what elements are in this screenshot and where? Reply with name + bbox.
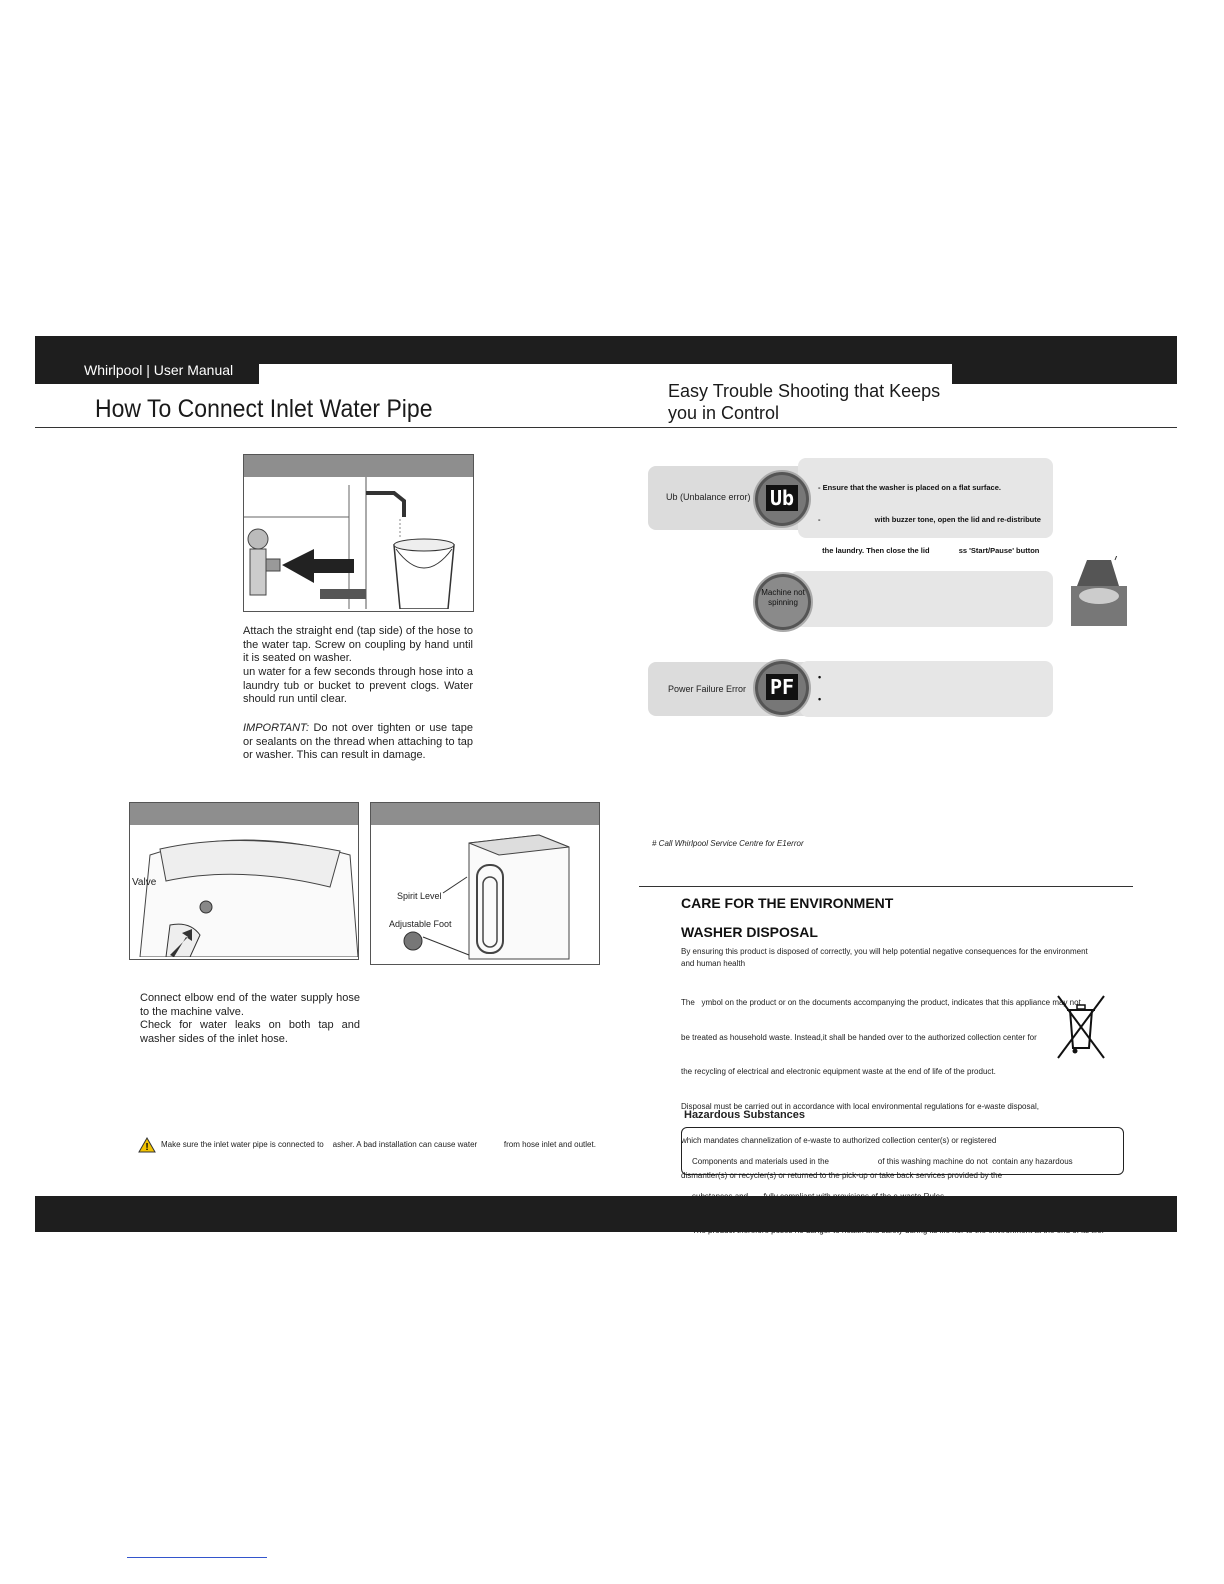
ts-ub-line: the laundry. Then close the lid ss 'Start/Pause' button bbox=[818, 546, 1040, 555]
disposal-line: The ymbol on the product or on the documents accompanying the product, indicates that this appliance may not bbox=[681, 998, 1081, 1007]
tap-bucket-illustration bbox=[244, 477, 473, 609]
ts-ub-line: - with buzzer tone, open the lid and re-distribute bbox=[818, 514, 1041, 524]
ts-text-pf bbox=[818, 666, 821, 710]
step2-paragraph-2: Check for water leaks on both tap and washer sides of the inlet hose. bbox=[140, 1019, 360, 1045]
warning-text: Make sure the inlet water pipe is connected to asher. A bad installation can cause water from hose inlet and outlet. bbox=[161, 1140, 596, 1149]
ts-label-pf: Power Failure Error bbox=[668, 684, 747, 694]
figure-header bbox=[244, 455, 473, 477]
disposal-paragraph-1: By ensuring this product is disposed of correctly, you will help potential negative consequences for the environment and human health bbox=[681, 947, 1088, 968]
crossed-bin-icon bbox=[1056, 994, 1106, 1065]
ts-pf-bullet: • bbox=[818, 694, 822, 704]
disposal-line: Disposal must be carried out in accordance with local environmental regulations for e-waste disposal, bbox=[681, 1101, 1039, 1111]
ts-row-pf-text-panel bbox=[800, 661, 1053, 717]
machine-not-spinning-label: Machine not spinning bbox=[761, 588, 805, 607]
service-note: # Call Whirlpool Service Centre for E1error bbox=[652, 839, 804, 848]
warning-icon bbox=[138, 1137, 156, 1158]
haz-line: Components and materials used in the of this washing machine do not contain any hazardous bbox=[692, 1157, 1073, 1166]
disposal-line: be treated as household waste. Instead,it shall be handed over to the authorized collection center for bbox=[681, 1032, 1037, 1042]
env-divider bbox=[639, 886, 1133, 887]
valve-illustration bbox=[130, 825, 358, 957]
step2-paragraph-1: Connect elbow end of the water supply hose to the machine valve. bbox=[140, 992, 360, 1018]
ts-label-ub: Ub (Unbalance error) bbox=[666, 492, 751, 502]
footer-bar bbox=[35, 1196, 1177, 1232]
env-title: CARE FOR THE ENVIRONMENT bbox=[681, 895, 894, 911]
display-ub-icon bbox=[753, 470, 811, 528]
brand-title: Whirlpool | User Manual bbox=[84, 362, 234, 378]
page-title-left: How To Connect Inlet Water Pipe bbox=[95, 395, 433, 423]
valve-label: Valve bbox=[132, 877, 157, 888]
step1-paragraph-2: un water for a few seconds through hose into a laundry tub or bucket to prevent clogs. Water should run until clear. bbox=[243, 666, 473, 706]
ts-row-spinning-panel bbox=[790, 571, 1053, 627]
ts-ub-line: - Ensure that the washer is placed on a flat surface. bbox=[818, 483, 1001, 492]
display-ub-screen: Ub bbox=[766, 485, 798, 511]
figure-header bbox=[371, 803, 599, 825]
figure-header bbox=[130, 803, 358, 825]
important-text: Do not over tighten or use tape or sealants on the thread when attaching to tap or washer. This can result in damage. bbox=[243, 722, 473, 762]
svg-text:!: ! bbox=[145, 1142, 149, 1153]
display-pf-icon bbox=[753, 659, 811, 717]
display-pf-screen: PF bbox=[766, 674, 798, 700]
important-label: IMPORTANT: bbox=[243, 722, 309, 734]
disposal-line: dismantler(s) or recycler(s) or returned to the pick-up or take back services provided by the bbox=[681, 1170, 1003, 1180]
tap-bucket-figure bbox=[243, 454, 474, 612]
disposal-line: the recycling of electrical and electronic equipment waste at the end of life of the product. bbox=[681, 1067, 996, 1076]
valve-figure bbox=[129, 802, 359, 960]
haz-title: Hazardous Substances bbox=[684, 1109, 806, 1121]
washer-lid-open-image bbox=[1071, 556, 1127, 626]
spirit-level-figure bbox=[370, 802, 600, 965]
title-divider bbox=[35, 427, 1177, 428]
important-note bbox=[243, 722, 473, 763]
machine-not-spinning-badge bbox=[753, 572, 813, 632]
footer-link-underline bbox=[127, 1557, 267, 1558]
page-title-right: Easy Trouble Shooting that Keeps you in Control bbox=[668, 381, 941, 423]
ts-pf-bullet: • bbox=[818, 672, 822, 682]
spirit-level-label: Spirit Level bbox=[397, 891, 442, 901]
disposal-line: which mandates channelization of e-waste to authorized collection center(s) or registered bbox=[681, 1136, 997, 1145]
step1-paragraph-1: Attach the straight end (tap side) of the hose to the water tap. Screw on coupling by hand until it is seated on washer. bbox=[243, 625, 473, 665]
disposal-title: WASHER DISPOSAL bbox=[681, 924, 818, 940]
adjustable-foot-label: Adjustable Foot bbox=[389, 919, 452, 929]
